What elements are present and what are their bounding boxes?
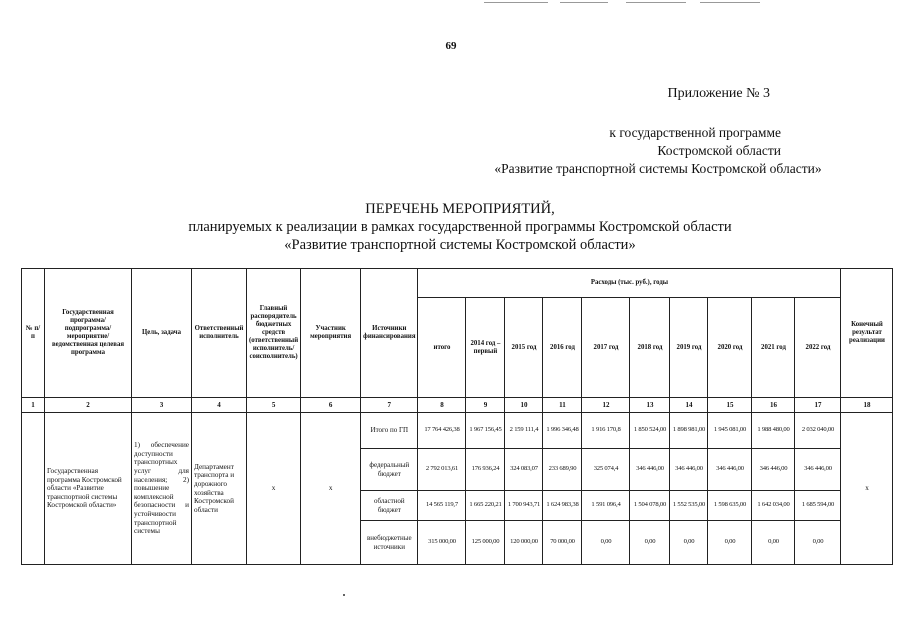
document-title-line: ПЕРЕЧЕНЬ МЕРОПРИЯТИЙ, <box>365 201 555 217</box>
value-total: 315 000,00 <box>418 521 466 565</box>
column-number: 2 <box>45 398 132 413</box>
column-number: 15 <box>708 398 752 413</box>
row-num <box>22 413 45 565</box>
source-name: Итого по ГП <box>361 413 418 449</box>
value-2016: 70 000,00 <box>543 521 582 565</box>
header-2016: 2016 год <box>543 298 582 398</box>
header-executor: Ответственный исполнитель <box>192 269 247 398</box>
header-participant: Участник мероприятия <box>301 269 361 398</box>
value-2020: 1 945 081,00 <box>708 413 752 449</box>
document-title <box>120 200 800 254</box>
header-2014: 2014 год – первый <box>466 298 505 398</box>
header-2020: 2020 год <box>708 298 752 398</box>
value-2017: 325 074,4 <box>582 449 630 491</box>
column-number: 11 <box>543 398 582 413</box>
value-2020: 346 446,00 <box>708 449 752 491</box>
column-number: 9 <box>466 398 505 413</box>
participant-text: х <box>301 413 361 565</box>
value-2020: 0,00 <box>708 521 752 565</box>
value-2019: 1 898 981,00 <box>670 413 708 449</box>
column-number: 14 <box>670 398 708 413</box>
value-2021: 346 446,00 <box>752 449 795 491</box>
value-2020: 1 598 635,00 <box>708 491 752 521</box>
value-2021: 0,00 <box>752 521 795 565</box>
header-2015: 2015 год <box>505 298 543 398</box>
header-expenses: Расходы (тыс. руб.), годы <box>418 269 841 298</box>
header-2022: 2022 год <box>795 298 841 398</box>
column-number: 18 <box>841 398 893 413</box>
column-number: 8 <box>418 398 466 413</box>
header-2021: 2021 год <box>752 298 795 398</box>
value-2018: 0,00 <box>630 521 670 565</box>
table-row <box>22 413 893 449</box>
program-name: Государственная программа Костромской области «Развитие транспортной системы Костромской области» <box>45 413 132 565</box>
header-2018: 2018 год <box>630 298 670 398</box>
column-number: 4 <box>192 398 247 413</box>
source-name: областной бюджет <box>361 491 418 521</box>
value-2021: 1 642 034,00 <box>752 491 795 521</box>
value-total: 14 565 119,7 <box>418 491 466 521</box>
value-total: 2 792 013,61 <box>418 449 466 491</box>
value-2022: 1 685 594,00 <box>795 491 841 521</box>
result-text: х <box>841 413 893 565</box>
value-2017: 1 591 096,4 <box>582 491 630 521</box>
manager-text: х <box>247 413 301 565</box>
column-number: 13 <box>630 398 670 413</box>
column-number: 10 <box>505 398 543 413</box>
value-2017: 0,00 <box>582 521 630 565</box>
source-name: внебюджетные источники <box>361 521 418 565</box>
value-2014: 1 967 156,45 <box>466 413 505 449</box>
scan-edge-line <box>700 2 760 3</box>
header-num: № п/п <box>22 269 45 398</box>
document-title-line: планируемых к реализации в рамках государственной программы Костромской области <box>188 219 732 235</box>
value-2016: 233 689,90 <box>543 449 582 491</box>
column-number: 12 <box>582 398 630 413</box>
value-2017: 1 916 170,8 <box>582 413 630 449</box>
header-manager: Главный распорядитель бюджетных средств (ответственный исполнитель/ соисполнитель) <box>247 269 301 398</box>
value-2015: 1 700 943,71 <box>505 491 543 521</box>
scan-edge-line <box>484 2 548 3</box>
appendix-line: к государственной программе <box>609 125 781 140</box>
value-2015: 2 159 111,4 <box>505 413 543 449</box>
value-2022: 346 446,00 <box>795 449 841 491</box>
value-2019: 0,00 <box>670 521 708 565</box>
value-2016: 1 996 346,48 <box>543 413 582 449</box>
value-2021: 1 988 480,00 <box>752 413 795 449</box>
value-2018: 1 504 078,00 <box>630 491 670 521</box>
scan-edge-line <box>626 2 686 3</box>
value-2016: 1 624 983,38 <box>543 491 582 521</box>
value-2022: 0,00 <box>795 521 841 565</box>
header-source: Источники финансирования <box>361 269 418 398</box>
activities-table <box>21 268 893 565</box>
column-number: 3 <box>132 398 192 413</box>
value-2019: 1 552 535,00 <box>670 491 708 521</box>
header-program: Государственная программа/ подпрограмма/ мероприятие/ ведомственная целевая программа <box>45 269 132 398</box>
scan-edge-line <box>560 2 608 3</box>
document-title-line: «Развитие транспортной системы Костромской области» <box>284 237 636 253</box>
value-2014: 176 936,24 <box>466 449 505 491</box>
executor-text: Департамент транспорта и дорожного хозяйства Костромской области <box>192 413 247 565</box>
value-2015: 324 083,07 <box>505 449 543 491</box>
source-name: федеральный бюджет <box>361 449 418 491</box>
column-number: 1 <box>22 398 45 413</box>
column-number: 17 <box>795 398 841 413</box>
value-2022: 2 032 040,00 <box>795 413 841 449</box>
value-2018: 346 446,00 <box>630 449 670 491</box>
appendix-line: Костромской области <box>657 143 781 158</box>
header-goal: Цель, задача <box>132 269 192 398</box>
value-2019: 346 446,00 <box>670 449 708 491</box>
column-number: 5 <box>247 398 301 413</box>
value-total: 17 764 426,38 <box>418 413 466 449</box>
goal-text: 1) обеспечение доступности транспортных услуг для населения; 2) повышение комплексной безопасности и устойчивости транспортной системы <box>132 413 192 565</box>
header-result: Конечный результат реализации <box>841 269 893 398</box>
column-number: 6 <box>301 398 361 413</box>
scan-speck <box>343 594 345 596</box>
header-2019: 2019 год <box>670 298 708 398</box>
appendix-subtitle <box>448 124 868 178</box>
appendix-title: Приложение № 3 <box>667 86 770 101</box>
value-2015: 120 000,00 <box>505 521 543 565</box>
header-2017: 2017 год <box>582 298 630 398</box>
column-numbers-row <box>22 398 893 413</box>
value-2014: 1 665 220,21 <box>466 491 505 521</box>
header-total: итого <box>418 298 466 398</box>
value-2014: 125 000,00 <box>466 521 505 565</box>
value-2018: 1 850 524,00 <box>630 413 670 449</box>
page-number: 69 <box>445 40 457 52</box>
appendix-line: «Развитие транспортной системы Костромской области» <box>494 161 822 176</box>
column-number: 16 <box>752 398 795 413</box>
column-number: 7 <box>361 398 418 413</box>
